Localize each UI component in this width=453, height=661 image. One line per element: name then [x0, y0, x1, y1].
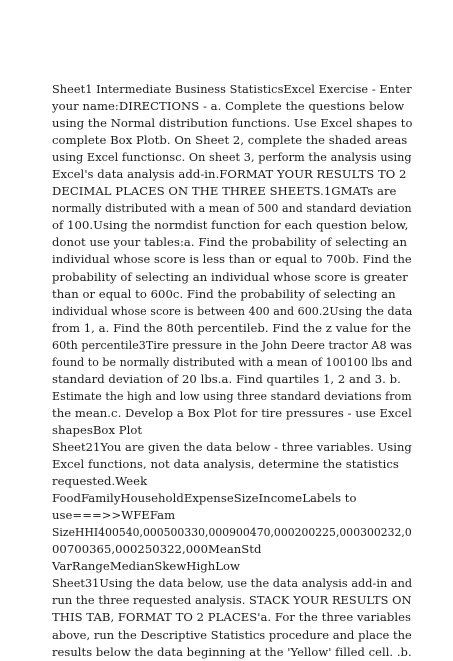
text-line: VarRangeMedianSkewHighLow — [52, 559, 240, 574]
text-line: SizeHHI400540,000500330,000900470,000200225,000300232,0 — [52, 525, 412, 540]
text-line: Estimate the high and low using three standard deviations from — [52, 388, 412, 403]
text-line: DECIMAL PLACES ON THE THREE SHEETS.1GMATs are — [52, 184, 397, 199]
text-line: found to be normally distributed with a mean of 100100 lbs and — [52, 354, 413, 369]
text-line: of 100.Using the normdist function for each question below, — [52, 218, 409, 233]
text-line: individual whose score is less than or equal to 700b. Find the — [52, 252, 412, 267]
text-line: 00700365,000250322,000MeanStd — [52, 542, 262, 557]
text-line: using the Normal distribution functions. Use Excel shapes to — [52, 116, 413, 131]
text-line: than or equal to 600c. Find the probability of selecting an — [52, 286, 396, 301]
text-line: your name:DIRECTIONS - a. Complete the questions below — [52, 99, 405, 114]
text-line: Sheet31Using the data below, use the data analysis add-in and — [52, 576, 413, 591]
text-line: probability of selecting an individual whose score is greater — [52, 269, 408, 284]
text-line: shapesBox Plot — [52, 422, 143, 437]
text-line: Excel's data analysis add-in.FORMAT YOUR RESULTS TO 2 — [52, 167, 407, 182]
text-line: above, run the Descriptive Statistics procedure and place the — [52, 627, 412, 642]
text-line: THIS TAB, FORMAT TO 2 PLACES'a. For the three variables — [52, 610, 412, 625]
text-line: normally distributed with a mean of 500 and standard deviation — [52, 201, 412, 216]
text-line: donot use your tables:a. Find the probability of selecting an — [52, 235, 407, 250]
text-line: results below the data beginning at the 'Yellow' filled cell. .b. — [52, 644, 412, 659]
text-line: the mean.c. Develop a Box Plot for tire pressures - use Excel — [52, 405, 412, 420]
text-line: Sheet21You are given the data below - three variables. Using — [52, 439, 412, 454]
text-line: Sheet1 Intermediate Business StatisticsExcel Exercise - Enter — [52, 82, 412, 96]
text-line: use===>>WFEFam — [52, 508, 176, 523]
text-line: FoodFamilyHouseholdExpenseSizeIncomeLabels to — [52, 491, 357, 506]
text-line: requested.Week — [52, 474, 148, 489]
text-line: complete Box Plotb. On Sheet 2, complete the shaded areas — [52, 133, 408, 148]
text-line: standard deviation of 20 lbs.a. Find quartiles 1, 2 and 3. b. — [52, 371, 401, 386]
text-line: 60th percentile3Tire pressure in the John Deere tractor A8 was — [52, 337, 413, 352]
text-line: individual whose score is between 400 and 600.2Using the data — [52, 303, 413, 318]
document-page — [52, 81, 412, 661]
text-line: Excel functions, not data analysis, determine the statistics — [52, 457, 399, 472]
text-line: from 1, a. Find the 80th percentileb. Find the z value for the — [52, 320, 412, 335]
text-line: run the three requested analysis. STACK YOUR RESULTS ON — [52, 593, 412, 608]
text-line: using Excel functionsc. On sheet 3, perform the analysis using — [52, 150, 412, 165]
